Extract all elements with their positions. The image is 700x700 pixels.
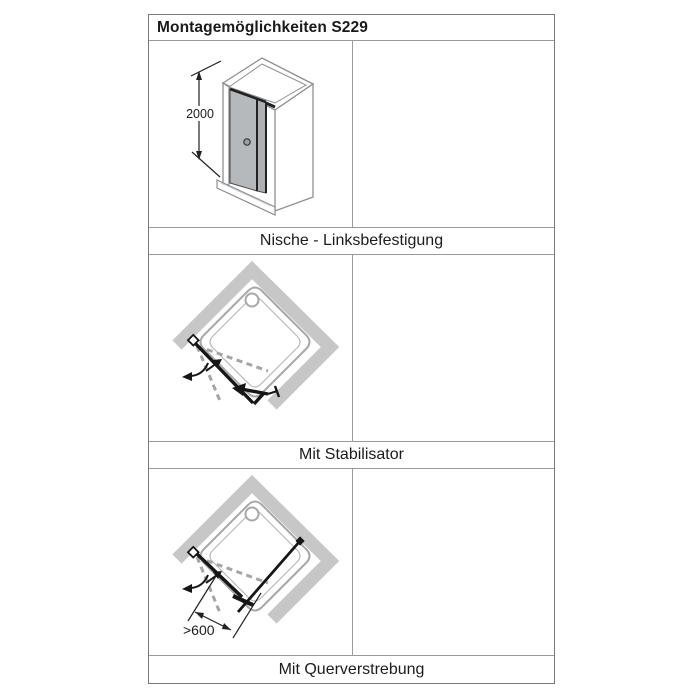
door-handle <box>244 139 250 145</box>
caption-stabilizer <box>149 441 554 469</box>
caption-cross-brace <box>149 655 554 683</box>
dimension-2000-label: 2000 <box>186 107 214 121</box>
caption-niche <box>149 227 554 255</box>
drain <box>246 508 259 521</box>
dimension-600-label: >600 <box>183 622 215 638</box>
swing-arrows <box>182 571 222 593</box>
diagram-cell-cross-brace <box>149 469 353 655</box>
cross-brace-top-view-diagram <box>149 469 353 655</box>
swing-arrows <box>182 359 222 381</box>
empty-cell <box>353 255 554 441</box>
glass-door-panel <box>230 89 275 193</box>
diagram-cell-stabilizer <box>149 255 353 441</box>
empty-cell <box>353 469 554 655</box>
empty-cell <box>353 41 554 227</box>
montage-options-table <box>148 14 555 684</box>
section-2-diagram-row <box>149 255 554 441</box>
section-3-diagram-row <box>149 469 554 655</box>
dimension-height <box>185 61 221 177</box>
page-title: Montagemöglichkeiten S229 <box>157 18 368 36</box>
diagram-cell-niche <box>149 41 353 227</box>
caption-text: Mit Stabilisator <box>299 446 404 463</box>
caption-text: Mit Querverstrebung <box>278 660 425 678</box>
section-1-diagram-row <box>149 41 554 227</box>
table-header <box>149 15 554 41</box>
caption-text: Nische - Linksbefestigung <box>259 232 444 249</box>
niche-3d-diagram <box>149 41 353 227</box>
stabilizer-top-view-diagram <box>149 255 353 441</box>
drain <box>246 294 259 307</box>
